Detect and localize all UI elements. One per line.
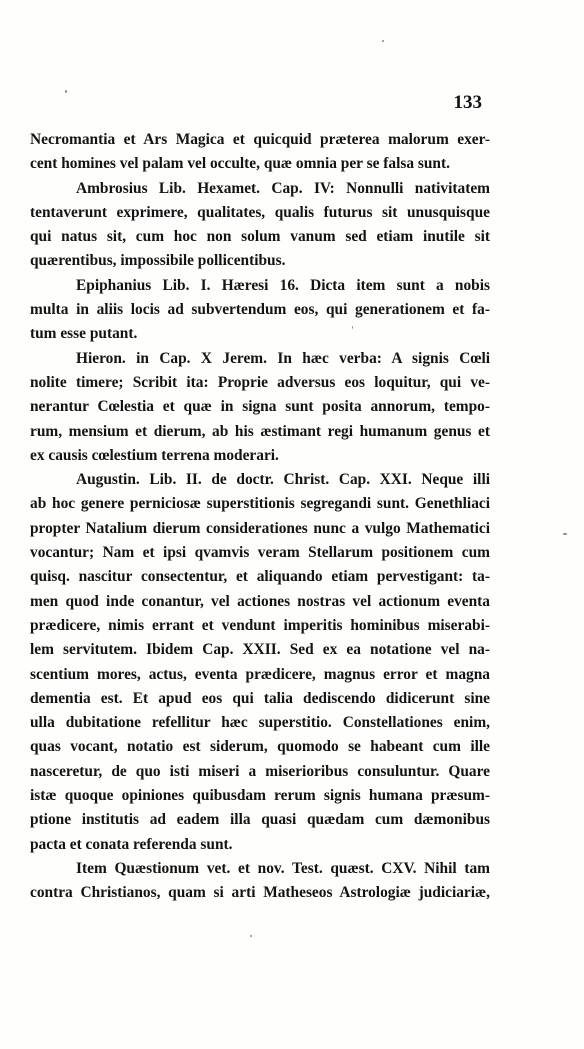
- scan-speck: [563, 533, 567, 535]
- text-line: lem servitutem. Ibidem Cap. XXII. Sed ex ea notatione vel na-: [30, 641, 490, 659]
- text-line: prædicere, nimis errant et vendunt imperitis hominibus miserabi-: [30, 616, 490, 634]
- scan-speck: [250, 935, 252, 937]
- text-line: multa in aliis locis ad subvertendum eos, qui generationem et fa-: [30, 301, 490, 319]
- text-line: ulla dubitatione refellitur hæc superstitio. Constellationes enim,: [30, 714, 490, 732]
- text-line: quærentibus, impossibile pollicentibus.: [30, 252, 286, 270]
- text-line: tentaverunt exprimere, qualitates, qualis futurus sit unusquisque: [30, 203, 490, 221]
- text-line: nolite timere; Scribit ita: Proprie adversus eos loquitur, qui ve-: [30, 373, 490, 391]
- body-text: [30, 128, 490, 906]
- text-line: quas vocant, notatio est siderum, quomodo se habeant cum ille: [30, 738, 490, 756]
- scan-speck: [65, 90, 67, 93]
- text-line: dementia est. Et apud eos qui talia dediscendo didicerunt sine: [30, 689, 490, 707]
- text-line: rum, mensium et dierum, ab his æstimant regi humanum genus et: [30, 422, 490, 440]
- text-line: quisq. nascitur consectentur, et aliquando etiam pervestigant: ta-: [30, 568, 490, 586]
- text-line: scentium mores, actus, eventa prædicere, magnus error et magna: [30, 665, 490, 683]
- text-line: tum esse putant.: [30, 325, 138, 343]
- text-line: istæ quoque opiniones quibusdam rerum signis humana præsum-: [30, 787, 490, 805]
- text-line: qui natus sit, cum hoc non solum vanum sed etiam inutile sit: [30, 228, 490, 246]
- scan-speck: [352, 326, 353, 329]
- text-line: ptione institutis ad eadem illa quasi quædam cum dæmonibus: [30, 811, 490, 829]
- page-number: 133: [453, 92, 482, 113]
- text-line: nasceretur, de quo isti miseri a miserioribus consuluntur. Quare: [30, 762, 490, 780]
- text-line: contra Christianos, quam si arti Matheseos Astrologiæ judiciariæ,: [30, 884, 490, 902]
- scan-speck: [382, 40, 384, 42]
- paragraph-first-line: Ambrosius Lib. Hexamet. Cap. IV: Nonnulli nativitatem: [76, 179, 490, 197]
- text-line: ab hoc genere perniciosæ superstitionis segregandi sunt. Genethliaci: [30, 495, 490, 513]
- text-line: Necromantia et Ars Magica et quicquid præterea malorum exer-: [30, 131, 490, 148]
- text-line: propter Natalium dierum considerationes nunc a vulgo Mathematici: [30, 519, 490, 537]
- paragraph-first-line: Item Quæstionum vet. et nov. Test. quæst. CXV. Nihil tam: [76, 859, 490, 877]
- text-line: ex causis cœlestium terrena moderari.: [30, 446, 279, 464]
- text-line: cent homines vel palam vel occulte, quæ omnia per se falsa sunt.: [30, 155, 450, 173]
- text-line: vocantur; Nam et ipsi qvamvis veram Stellarum positionem cum: [30, 544, 490, 562]
- paragraph-first-line: Hieron. in Cap. X Jerem. In hæc verba: A signis Cœli: [76, 349, 490, 367]
- text-line: men quod inde conantur, vel actiones nostras vel actionum eventa: [30, 592, 490, 610]
- paragraph-first-line: Augustin. Lib. II. de doctr. Christ. Cap. XXI. Neque illi: [76, 471, 490, 489]
- paragraph-first-line: Epiphanius Lib. I. Hæresi 16. Dicta item sunt a nobis: [76, 276, 490, 294]
- text-line: pacta et conata referenda sunt.: [30, 835, 233, 853]
- text-line: nerantur Cœlestia et quæ in signa sunt posita annorum, tempo-: [30, 398, 490, 416]
